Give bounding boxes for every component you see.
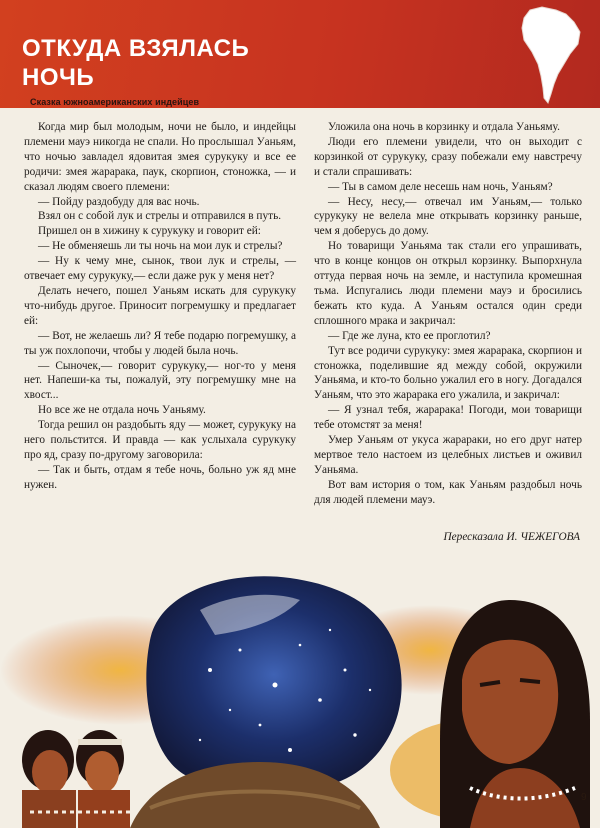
- paragraph: — Вот, не желаешь ли? Я тебе подарю погремушку, а ты уж похлопочи, чтобы у людей была ночь.: [24, 329, 296, 357]
- retold-by-credit: Пересказала И. ЧЕЖЕГОВА: [443, 531, 580, 543]
- paragraph: — Не обменяешь ли ты ночь на мои лук и стрелы?: [38, 240, 283, 253]
- paragraph: Тогда решил он раздобыть яду — может, сурукуку на него польстится. И правда — как услыхала сурукуку про яд, сразу по-другому заговорила:: [24, 419, 296, 461]
- paragraph: Тут все родичи сурукуку: змея жарарака, скорпион и стоножка, поделившие яд между собой, окружили Уаньяма, и кто-то больно ужалил его в ногу. Догадался Уаньям, что это жарарака его ужалила, и закричал:: [314, 344, 582, 402]
- page-number: 9: [581, 792, 587, 803]
- article-title: [22, 34, 249, 92]
- paragraph: Делать нечего, пошел Уаньям искать для сурукуку что-нибудь другое. Приносит погремушку и предлагает ей:: [24, 284, 296, 327]
- paragraph: Пришел он в хижину к сурукуку и говорит ей:: [38, 225, 261, 238]
- title-line-2: НОЧЬ: [22, 64, 95, 91]
- paragraph: — Несу, несу,— отвечал им Уаньям,— только сурукуку не велела мне открывать корзинку раньше, чем я доберусь до дому.: [314, 195, 582, 238]
- paragraph: Умер Уаньям от укуса жарараки, но его друг натер мертвое тело настоем из целебных листьев и оживил Уаньяма.: [314, 434, 582, 476]
- paragraph: — Пойду раздобуду для вас ночь.: [38, 195, 200, 208]
- paragraph: Вот вам история о том, как Уаньям раздобыл ночь для людей племени мауэ.: [314, 478, 582, 506]
- paragraph: Люди его племени увидели, что он выходит с корзинкой от сурукуку, сразу побежали ему навстречу и стали спрашивать:: [314, 135, 582, 178]
- night-illustration: [0, 550, 600, 828]
- paragraph: Когда мир был молодым, ночи не было, и индейцы племени мауэ никогда не спали. Но прослышал Уаньям, что ночью завладел ядовитая змея сурукуку и все ее родичи: змея жарарака, паук, скорпион, стоножка, — и сказал людям своего племени:: [24, 121, 296, 193]
- man-figure: [440, 600, 590, 828]
- paragraph: — Так и быть, отдам я тебе ночь, больно уж яд мне нужен.: [24, 463, 296, 491]
- paragraph: — Я узнал тебя, жарарака! Погоди, мои товарищи тебе отомстят за меня!: [314, 404, 582, 432]
- title-line-1: ОТКУДА ВЗЯЛАСЬ: [22, 35, 250, 62]
- article-column-left: [24, 120, 296, 493]
- paragraph: Но все же не отдала ночь Уаньяму.: [38, 404, 206, 417]
- article-column-right: [314, 120, 582, 508]
- south-america-map-icon: [516, 4, 584, 106]
- paragraph: — Сыночек,— говорит сурукуку,— ног-то у меня нет. Напеши-ка ты, пожалуй, эту погремушку мне на хвост...: [24, 359, 296, 402]
- paragraph: — Ты в самом деле несешь нам ночь, Уаньям?: [328, 180, 553, 193]
- paragraph: Взял он с собой лук и стрелы и отправился в путь.: [38, 210, 282, 223]
- article-subtitle: Сказка южноамериканских индейцев: [30, 97, 200, 107]
- paragraph: Но товарищи Уаньяма так стали его упрашивать, что в конце концов он открыл корзинку. Выпорхнула оттуда первая ночь на земле, и наступила кромешная тьма. Испугались люди племени мауэ и бросились бежать кто куда. А Уаньям остался один среди сплошного мрака и закричал:: [314, 240, 582, 327]
- paragraph: — Где же луна, кто ее проглотил?: [328, 329, 491, 342]
- paragraph: — Ну к чему мне, сынок, твои лук и стрелы, — отвечает ему сурукуку,— если даже рук у меня нет?: [24, 255, 296, 283]
- paragraph: Уложила она ночь в корзинку и отдала Уаньяму.: [328, 121, 560, 133]
